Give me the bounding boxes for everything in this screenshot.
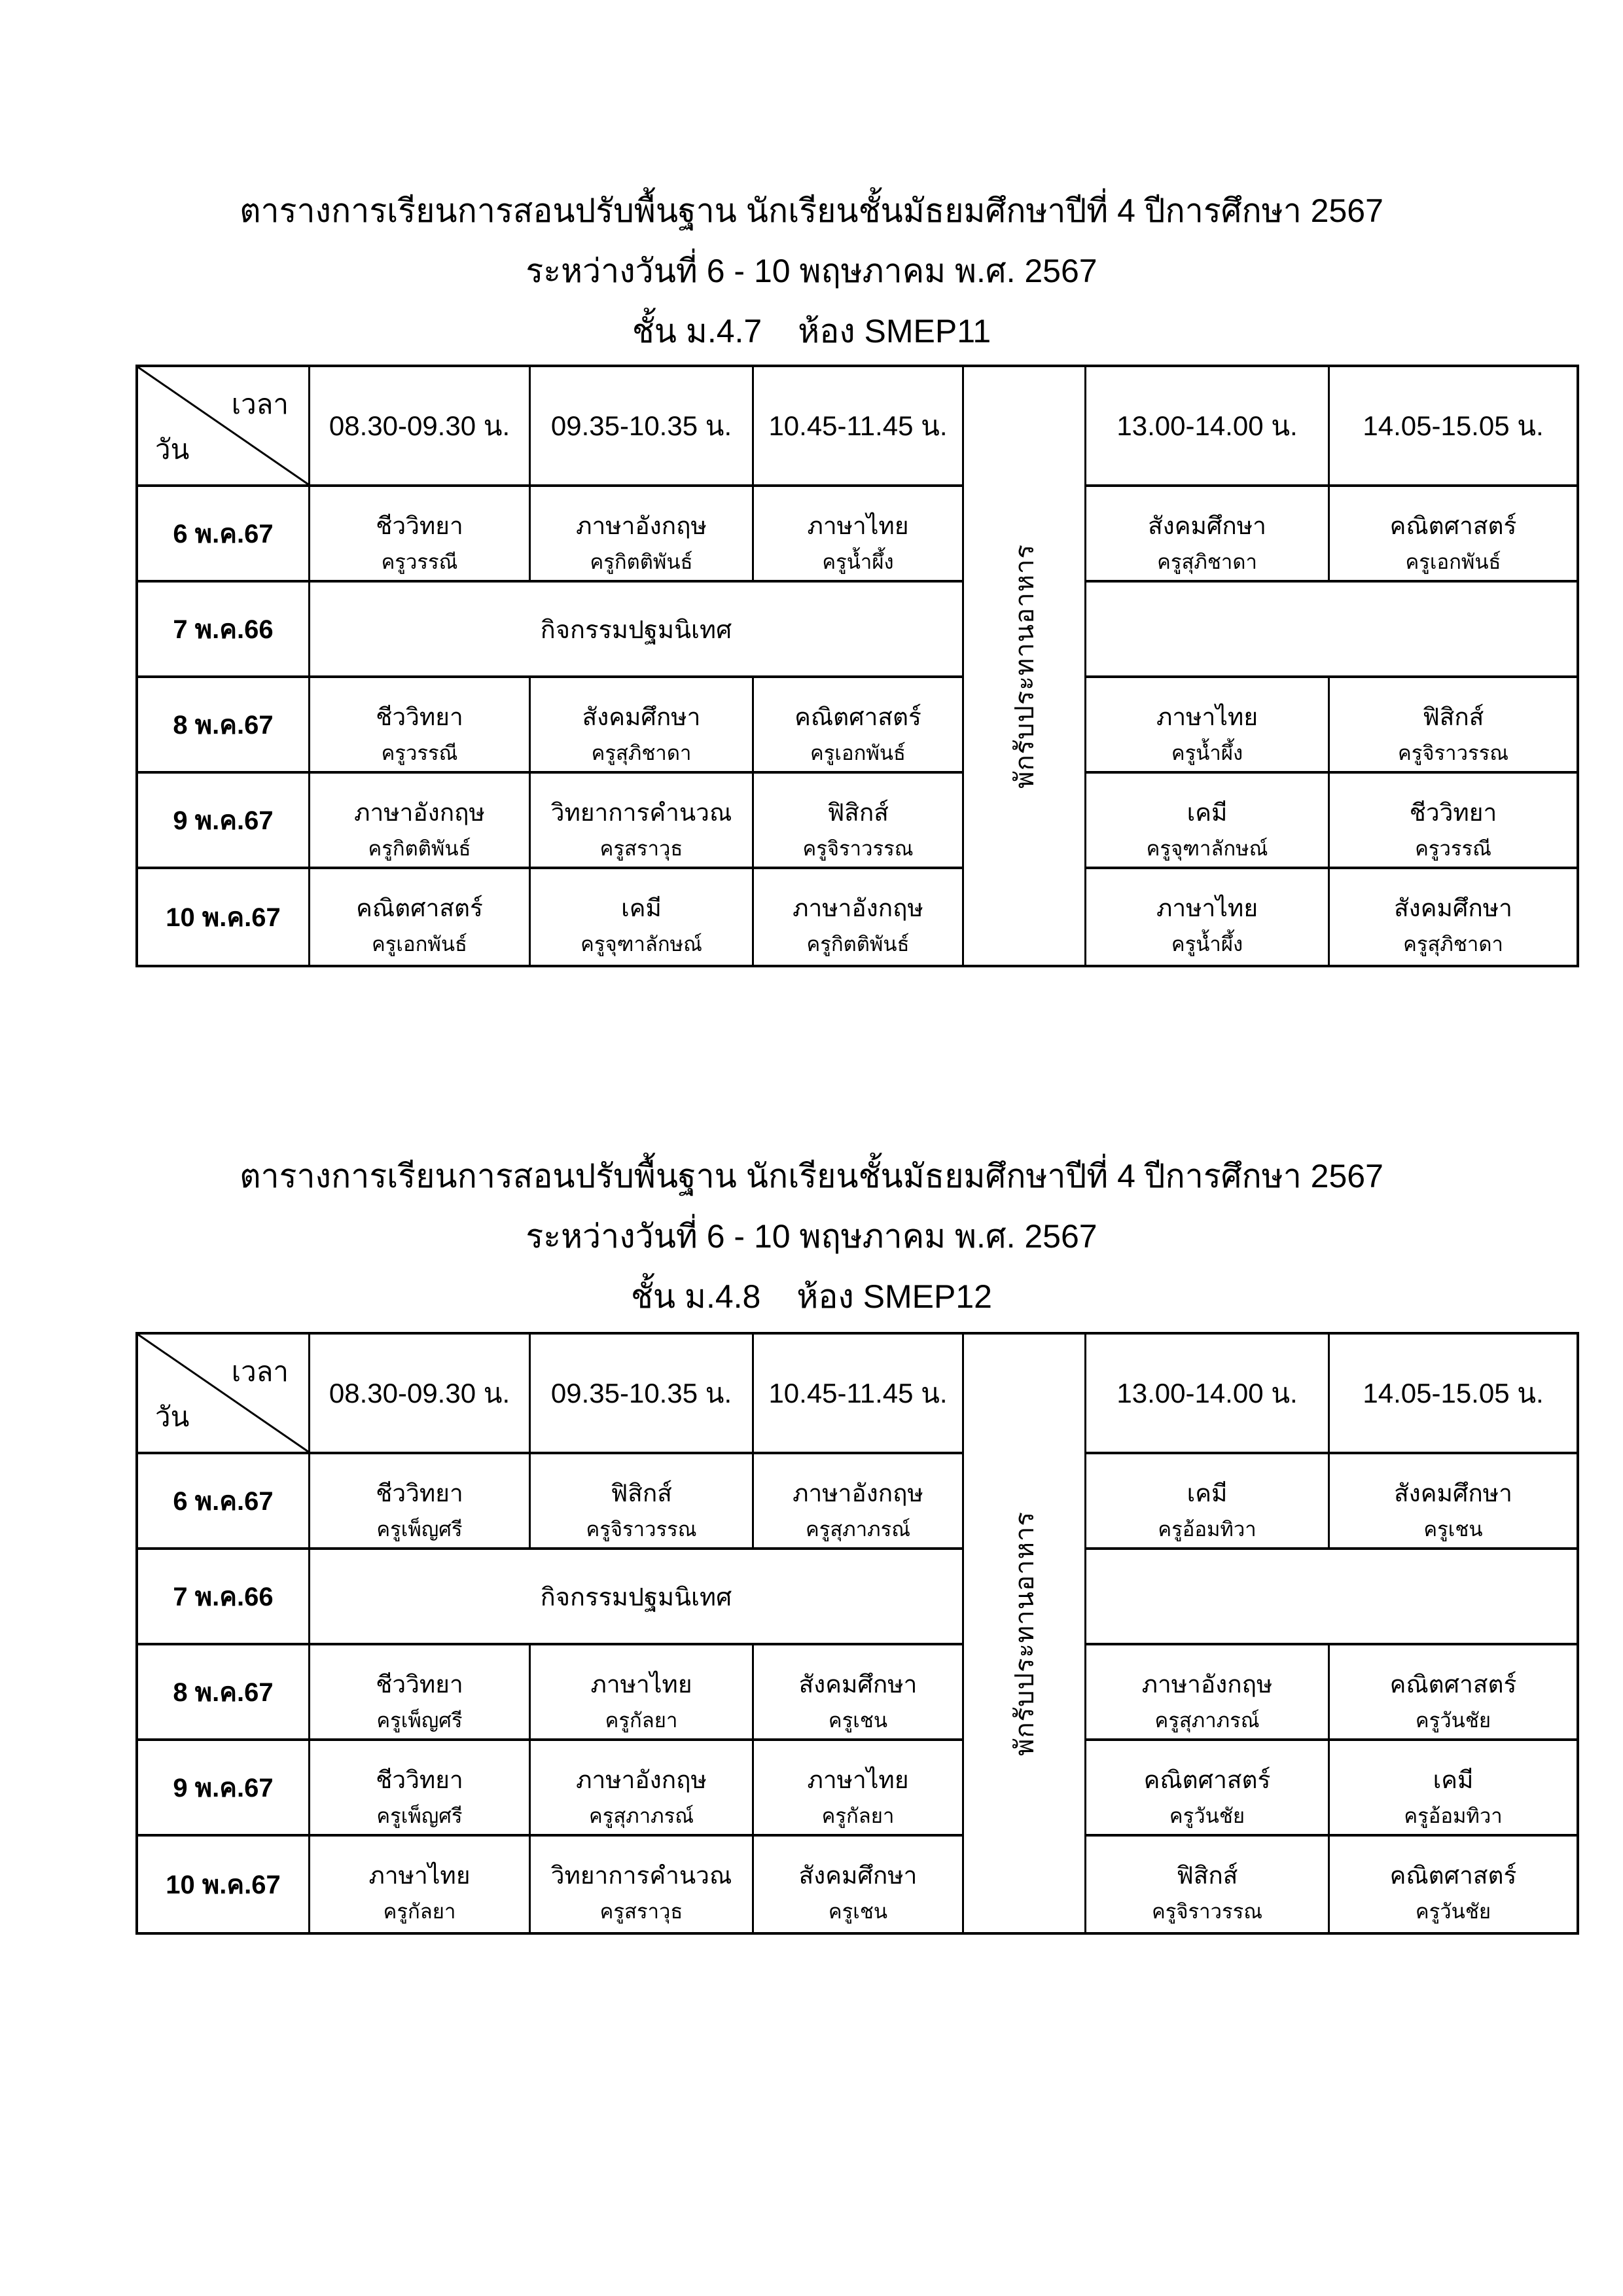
teacher-label: ครูเชน: [1423, 1518, 1483, 1541]
timetable1-title-line1: ตารางการเรียนการสอนปรับพื้นฐาน นักเรียนชั้นมัธยมศึกษาปีที่ 4 ปีการศึกษา 2567: [240, 192, 1383, 229]
teacher-label: ครูจุฑาลักษณ์: [580, 933, 702, 956]
teacher-label: ครูวรรณี: [381, 742, 458, 764]
header-time-cell: 08.30-09.30 น.: [310, 1335, 531, 1454]
day-cell: 9 พ.ค.67: [138, 774, 310, 869]
period-cell: [531, 774, 754, 869]
empty-cell: [1086, 583, 1577, 678]
teacher-label: ครูกิตติพันธ์: [806, 933, 910, 956]
subject-label: สังคมศึกษา: [582, 704, 701, 730]
teacher-label: ครูจิราวรรณ: [1151, 1900, 1263, 1923]
subject-label: คณิตศาสตร์: [1389, 1862, 1517, 1889]
orientation-cell: กิจกรรมปฐมนิเทศ: [310, 583, 964, 678]
header-time-cell: 10.45-11.45 น.: [754, 1335, 964, 1454]
subject-label: ภาษาไทย: [1156, 704, 1258, 730]
subject-label: ภาษาอังกฤษ: [793, 1480, 923, 1507]
teacher-label: ครูกัลยา: [383, 1900, 456, 1923]
period-cell: [531, 869, 754, 965]
period-cell: [531, 1645, 754, 1741]
period-cell: [531, 487, 754, 583]
subject-label: คณิตศาสตร์: [356, 895, 483, 922]
period-cell: [310, 487, 531, 583]
teacher-label: ครูวันชัย: [1415, 1900, 1491, 1923]
period-cell: [310, 1741, 531, 1837]
day-cell: 9 พ.ค.67: [138, 1741, 310, 1837]
period-cell: [1086, 869, 1330, 965]
period-cell: [1086, 678, 1330, 774]
period-cell: [1086, 774, 1330, 869]
timetable2-titles: [0, 1146, 1623, 1327]
day-cell: 6 พ.ค.67: [138, 1454, 310, 1550]
period-cell: [754, 1837, 964, 1932]
subject-label: ฟิสิกส์: [827, 799, 889, 826]
timetable-m4-7: [135, 365, 1579, 967]
teacher-label: ครูสราวุธ: [599, 837, 683, 860]
teacher-label: ครูกิตติพันธ์: [368, 837, 471, 860]
period-cell: [1086, 487, 1330, 583]
period-cell: [1330, 1741, 1577, 1837]
teacher-label: ครูกัลยา: [605, 1709, 678, 1732]
subject-label: ภาษาอังกฤษ: [576, 512, 707, 539]
header-time-cell: 09.35-10.35 น.: [531, 1335, 754, 1454]
teacher-label: ครูเชน: [828, 1900, 888, 1923]
subject-label: วิทยาการคำนวณ: [550, 799, 732, 826]
teacher-label: ครูสราวุธ: [599, 1900, 683, 1923]
teacher-label: ครูเพ็ญศรี: [376, 1804, 463, 1827]
subject-label: คณิตศาสตร์: [1389, 512, 1517, 539]
day-axis-label: วัน: [155, 1401, 190, 1432]
teacher-label: ครูน้ำผึ้ง: [822, 550, 894, 573]
teacher-label: ครูเอกพันธ์: [810, 742, 906, 764]
teacher-label: ครูเชน: [828, 1709, 888, 1732]
period-cell: [1330, 487, 1577, 583]
teacher-label: ครูจิราวรรณ: [1397, 742, 1509, 764]
teacher-label: ครูจิราวรรณ: [802, 837, 914, 860]
day-time-corner-cell: [138, 1335, 310, 1454]
teacher-label: ครูสุภาภรณ์: [589, 1804, 694, 1827]
subject-label: ภาษาไทย: [807, 512, 909, 539]
period-cell: [754, 1645, 964, 1741]
period-cell: [754, 487, 964, 583]
subject-label: ภาษาอังกฤษ: [793, 895, 923, 922]
subject-label: สังคมศึกษา: [798, 1671, 918, 1698]
subject-label: สังคมศึกษา: [1394, 895, 1512, 922]
period-cell: [754, 1454, 964, 1550]
subject-label: ชีววิทยา: [1409, 799, 1497, 826]
subject-label: คณิตศาสตร์: [1389, 1671, 1517, 1698]
period-cell: [1330, 869, 1577, 965]
period-cell: [531, 1454, 754, 1550]
period-cell: [754, 869, 964, 965]
header-time-cell: 13.00-14.00 น.: [1086, 1335, 1330, 1454]
subject-label: คณิตศาสตร์: [794, 704, 921, 730]
subject-label: ชีววิทยา: [376, 1767, 463, 1793]
subject-label: ภาษาอังกฤษ: [576, 1767, 707, 1793]
subject-label: ฟิสิกส์: [1422, 704, 1484, 730]
subject-label: ฟิสิกส์: [1176, 1862, 1238, 1889]
teacher-label: ครูวรรณี: [1415, 837, 1491, 860]
subject-label: ภาษาไทย: [590, 1671, 692, 1698]
teacher-label: ครูสุภาภรณ์: [1154, 1709, 1260, 1732]
teacher-label: ครูเอกพันธ์: [372, 933, 467, 956]
lunch-break-cell: [964, 367, 1086, 965]
period-cell: [1086, 1454, 1330, 1550]
period-cell: [1330, 774, 1577, 869]
teacher-label: ครูสุภิชาดา: [1403, 933, 1503, 956]
timetable2-title-line1: ตารางการเรียนการสอนปรับพื้นฐาน นักเรียนชั้นมัธยมศึกษาปีที่ 4 ปีการศึกษา 2567: [240, 1158, 1383, 1194]
subject-label: ภาษาไทย: [1156, 895, 1258, 922]
header-time-cell: 14.05-15.05 น.: [1330, 1335, 1577, 1454]
empty-cell: [1086, 1550, 1577, 1645]
subject-label: ชีววิทยา: [376, 512, 463, 539]
period-cell: [310, 1454, 531, 1550]
day-cell: 8 พ.ค.67: [138, 1645, 310, 1741]
period-cell: [531, 1837, 754, 1932]
subject-label: ชีววิทยา: [376, 1671, 463, 1698]
teacher-label: ครูกัลยา: [821, 1804, 895, 1827]
teacher-label: ครูสุภิชาดา: [1157, 550, 1257, 573]
subject-label: เคมี: [621, 895, 662, 922]
header-time-cell: 13.00-14.00 น.: [1086, 367, 1330, 487]
period-cell: [310, 774, 531, 869]
teacher-label: ครูสุภิชาดา: [591, 742, 692, 764]
period-cell: [754, 1741, 964, 1837]
timetable-m4-8: [135, 1332, 1579, 1935]
lunch-break-label: พักรับประทานอาหาร: [1010, 543, 1040, 789]
period-cell: [310, 869, 531, 965]
timetable1-title-line3: [0, 301, 1623, 361]
subject-label: วิทยาการคำนวณ: [550, 1862, 732, 1889]
subject-label: คณิตศาสตร์: [1143, 1767, 1271, 1793]
day-cell: 8 พ.ค.67: [138, 678, 310, 774]
teacher-label: ครูจุฑาลักษณ์: [1146, 837, 1268, 860]
timetable1-title-line2: ระหว่างวันที่ 6 - 10 พฤษภาคม พ.ศ. 2567: [526, 253, 1097, 289]
class-label: ชั้น ม.4.8: [631, 1278, 761, 1315]
day-cell: 10 พ.ค.67: [138, 1837, 310, 1932]
teacher-label: ครูอ้อมทิวา: [1158, 1518, 1257, 1541]
period-cell: [310, 1645, 531, 1741]
room-label: ห้อง SMEP12: [796, 1278, 992, 1315]
subject-label: ชีววิทยา: [376, 1480, 463, 1507]
period-cell: [310, 1837, 531, 1932]
subject-label: เคมี: [1433, 1767, 1474, 1793]
subject-label: เคมี: [1186, 1480, 1228, 1507]
teacher-label: ครูน้ำผึ้ง: [1171, 933, 1243, 956]
header-time-cell: 08.30-09.30 น.: [310, 367, 531, 487]
day-cell: 10 พ.ค.67: [138, 869, 310, 965]
class-label: ชั้น ม.4.7: [632, 313, 762, 350]
header-time-cell: 10.45-11.45 น.: [754, 367, 964, 487]
teacher-label: ครูเพ็ญศรี: [376, 1709, 463, 1732]
teacher-label: ครูน้ำผึ้ง: [1171, 742, 1243, 764]
lunch-break-label: พักรับประทานอาหาร: [1010, 1511, 1040, 1756]
timetable2-title-line2: ระหว่างวันที่ 6 - 10 พฤษภาคม พ.ศ. 2567: [526, 1218, 1097, 1255]
day-time-corner-cell: [138, 367, 310, 487]
subject-label: ภาษาอังกฤษ: [1141, 1671, 1273, 1698]
day-cell: 7 พ.ค.66: [138, 583, 310, 678]
period-cell: [1330, 1645, 1577, 1741]
teacher-label: ครูกิตติพันธ์: [590, 550, 693, 573]
day-cell: 7 พ.ค.66: [138, 1550, 310, 1645]
period-cell: [531, 678, 754, 774]
period-cell: [310, 678, 531, 774]
subject-label: เคมี: [1186, 799, 1228, 826]
teacher-label: ครูจิราวรรณ: [586, 1518, 697, 1541]
time-axis-label: เวลา: [231, 1356, 289, 1387]
orientation-cell: กิจกรรมปฐมนิเทศ: [310, 1550, 964, 1645]
teacher-label: ครูวันชัย: [1415, 1709, 1491, 1732]
period-cell: [531, 1741, 754, 1837]
teacher-label: ครูสุภาภรณ์: [806, 1518, 910, 1541]
teacher-label: ครูวันชัย: [1169, 1804, 1245, 1827]
time-axis-label: เวลา: [231, 389, 289, 420]
period-cell: [1086, 1741, 1330, 1837]
period-cell: [1330, 1837, 1577, 1932]
day-cell: 6 พ.ค.67: [138, 487, 310, 583]
period-cell: [1086, 1837, 1330, 1932]
subject-label: ชีววิทยา: [376, 704, 463, 730]
teacher-label: ครูอ้อมทิวา: [1404, 1804, 1503, 1827]
teacher-label: ครูเอกพันธ์: [1405, 550, 1501, 573]
subject-label: ฟิสิกส์: [611, 1480, 672, 1507]
timetable2-title-line3: [0, 1266, 1623, 1327]
lunch-break-cell: [964, 1335, 1086, 1932]
day-axis-label: วัน: [155, 434, 190, 465]
header-time-cell: 09.35-10.35 น.: [531, 367, 754, 487]
teacher-label: ครูเพ็ญศรี: [376, 1518, 463, 1541]
timetable1-titles: [0, 181, 1623, 361]
header-time-cell: 14.05-15.05 น.: [1330, 367, 1577, 487]
teacher-label: ครูวรรณี: [381, 550, 458, 573]
period-cell: [754, 774, 964, 869]
subject-label: สังคมศึกษา: [1394, 1480, 1512, 1507]
period-cell: [1086, 1645, 1330, 1741]
subject-label: ภาษาไทย: [368, 1862, 471, 1889]
subject-label: สังคมศึกษา: [798, 1862, 918, 1889]
subject-label: สังคมศึกษา: [1148, 512, 1266, 539]
room-label: ห้อง SMEP11: [798, 313, 991, 350]
period-cell: [1330, 1454, 1577, 1550]
period-cell: [754, 678, 964, 774]
period-cell: [1330, 678, 1577, 774]
subject-label: ภาษาอังกฤษ: [354, 799, 485, 826]
subject-label: ภาษาไทย: [807, 1767, 909, 1793]
